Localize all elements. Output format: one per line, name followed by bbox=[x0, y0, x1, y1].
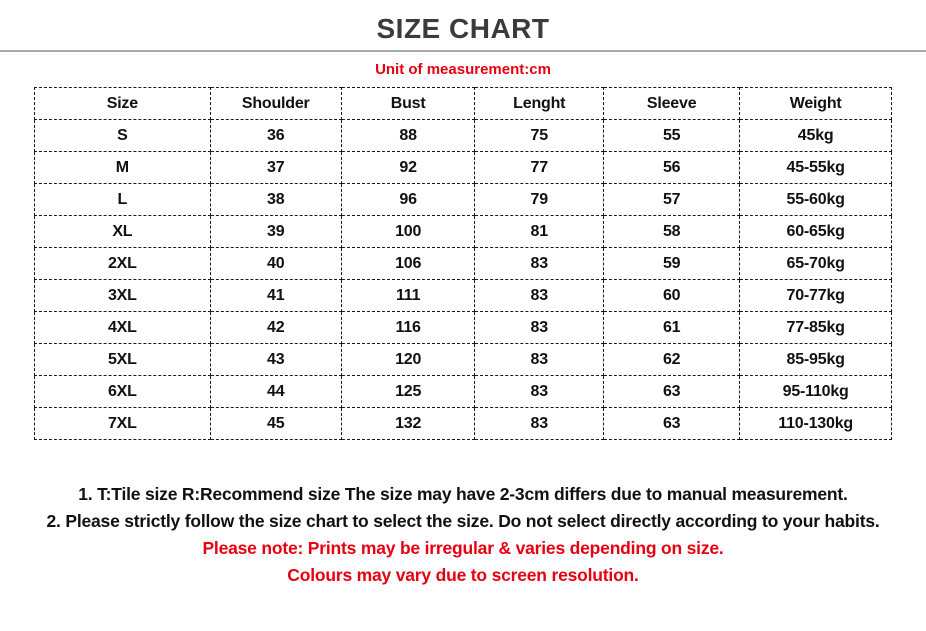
table-cell: 44 bbox=[210, 376, 341, 408]
table-cell: 83 bbox=[475, 312, 604, 344]
table-cell: 58 bbox=[604, 216, 740, 248]
table-row bbox=[35, 376, 892, 408]
table-cell: M bbox=[35, 152, 211, 184]
column-header-bust: Bust bbox=[341, 88, 475, 120]
table-cell: 57 bbox=[604, 184, 740, 216]
table-cell: L bbox=[35, 184, 211, 216]
table-cell: 39 bbox=[210, 216, 341, 248]
table-row bbox=[35, 280, 892, 312]
table-row bbox=[35, 408, 892, 440]
table-cell: 77-85kg bbox=[740, 312, 892, 344]
table-cell: 56 bbox=[604, 152, 740, 184]
table-cell: 75 bbox=[475, 120, 604, 152]
table-cell: 45 bbox=[210, 408, 341, 440]
table-cell: 2XL bbox=[35, 248, 211, 280]
table-cell: 6XL bbox=[35, 376, 211, 408]
column-header-lenght: Lenght bbox=[475, 88, 604, 120]
table-cell: 38 bbox=[210, 184, 341, 216]
colour-warning-note: Colours may vary due to screen resolution. bbox=[287, 565, 639, 585]
table-cell: 62 bbox=[604, 344, 740, 376]
table-cell: 65-70kg bbox=[740, 248, 892, 280]
table-cell: 43 bbox=[210, 344, 341, 376]
table-cell: 132 bbox=[341, 408, 475, 440]
table-row bbox=[35, 344, 892, 376]
size-chart-table bbox=[34, 87, 892, 440]
table-cell: 36 bbox=[210, 120, 341, 152]
table-cell: 60 bbox=[604, 280, 740, 312]
table-cell: 60-65kg bbox=[740, 216, 892, 248]
title-divider bbox=[0, 50, 926, 52]
table-cell: 83 bbox=[475, 280, 604, 312]
table-cell: 85-95kg bbox=[740, 344, 892, 376]
column-header-weight: Weight bbox=[740, 88, 892, 120]
table-cell: XL bbox=[35, 216, 211, 248]
measurement-note: 1. T:Tile size R:Recommend size The size may have 2-3cm differs due to manual measurement. bbox=[78, 484, 848, 504]
table-cell: 83 bbox=[475, 248, 604, 280]
unit-of-measurement-label: Unit of measurement:cm bbox=[375, 61, 551, 78]
prints-warning-note: Please note: Prints may be irregular & varies depending on size. bbox=[202, 538, 724, 558]
table-body bbox=[35, 120, 892, 440]
table-row bbox=[35, 248, 892, 280]
page-title: SIZE CHART bbox=[376, 13, 550, 44]
table-cell: 55-60kg bbox=[740, 184, 892, 216]
table-row bbox=[35, 152, 892, 184]
table-cell: 110-130kg bbox=[740, 408, 892, 440]
table-cell: 111 bbox=[341, 280, 475, 312]
table-cell: 3XL bbox=[35, 280, 211, 312]
table-cell: 4XL bbox=[35, 312, 211, 344]
table-cell: 83 bbox=[475, 408, 604, 440]
table-cell: 116 bbox=[341, 312, 475, 344]
table-cell: 95-110kg bbox=[740, 376, 892, 408]
table-row bbox=[35, 312, 892, 344]
table-cell: 88 bbox=[341, 120, 475, 152]
table-cell: 120 bbox=[341, 344, 475, 376]
table-cell: 77 bbox=[475, 152, 604, 184]
column-header-size: Size bbox=[35, 88, 211, 120]
table-cell: 41 bbox=[210, 280, 341, 312]
table-cell: 55 bbox=[604, 120, 740, 152]
table-cell: 61 bbox=[604, 312, 740, 344]
table-cell: 5XL bbox=[35, 344, 211, 376]
table-cell: 106 bbox=[341, 248, 475, 280]
table-cell: 83 bbox=[475, 344, 604, 376]
table-cell: 59 bbox=[604, 248, 740, 280]
table-cell: 45kg bbox=[740, 120, 892, 152]
table-row bbox=[35, 184, 892, 216]
table-row bbox=[35, 216, 892, 248]
table-header-row bbox=[35, 88, 892, 120]
table-cell: 7XL bbox=[35, 408, 211, 440]
table-cell: 37 bbox=[210, 152, 341, 184]
table-cell: 92 bbox=[341, 152, 475, 184]
table-row bbox=[35, 120, 892, 152]
column-header-sleeve: Sleeve bbox=[604, 88, 740, 120]
size-selection-note: 2. Please strictly follow the size chart to select the size. Do not select directly according to your habits. bbox=[46, 511, 880, 531]
table-cell: 42 bbox=[210, 312, 341, 344]
column-header-shoulder: Shoulder bbox=[210, 88, 341, 120]
table-cell: 100 bbox=[341, 216, 475, 248]
table-cell: 70-77kg bbox=[740, 280, 892, 312]
table-cell: 63 bbox=[604, 376, 740, 408]
table-cell: 96 bbox=[341, 184, 475, 216]
notes-section bbox=[0, 481, 926, 589]
table-cell: 40 bbox=[210, 248, 341, 280]
table-cell: 83 bbox=[475, 376, 604, 408]
table-cell: S bbox=[35, 120, 211, 152]
table-cell: 79 bbox=[475, 184, 604, 216]
table-cell: 81 bbox=[475, 216, 604, 248]
table-cell: 63 bbox=[604, 408, 740, 440]
table-cell: 45-55kg bbox=[740, 152, 892, 184]
table-cell: 125 bbox=[341, 376, 475, 408]
